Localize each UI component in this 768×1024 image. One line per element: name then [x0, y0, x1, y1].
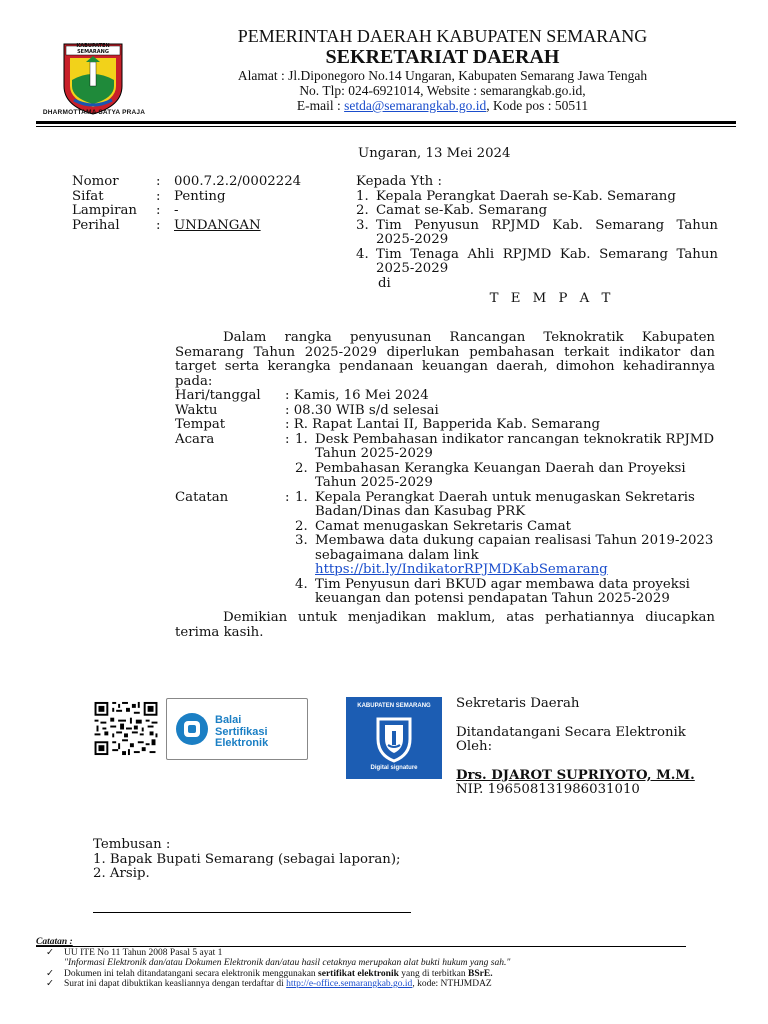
- meta-row: Lampiran : -: [72, 203, 179, 218]
- certificate-icon: [175, 712, 209, 746]
- email-link[interactable]: setda@semarangkab.go.id: [344, 98, 487, 113]
- footer-item: ✓ Dokumen ini telah ditandatangani secara elektronik menggunakan sertifikat elektronik yang di terbitkan BSrE.: [36, 969, 716, 980]
- logo-motto: DHARMOTTAMA SATYA PRAJA: [42, 109, 146, 116]
- contact-line: No. Tlp: 024-6921014, Website : semarangkab.go.id,: [299, 83, 586, 98]
- postal-code: , Kode pos : 50511: [486, 98, 589, 113]
- catatan-item: 2. Camat menugaskan Sekretaris Camat: [295, 518, 572, 534]
- shield-icon: [374, 713, 414, 763]
- signature-block: [456, 697, 726, 798]
- detail-catatan: Catatan : 1. Kepala Perangkat Daerah untuk menugaskan Sekretaris Badan/Dinas dan Kasubag PRK 2. Camat menugaskan Sekretaris Camat 3. Membawa data dukung capaian realisasi Tahun 2019-2023 sebagaimana dalam link https://bit.ly/IndikatorRPJMDKabSemarang 4. Tim Penyusun dari BKUD agar membawa data proyeksi keuangan dan potensi pendapatan Tahun 2025-2029: [175, 489, 714, 606]
- detail-hari: Hari/tanggal : Kamis, 16 Mei 2024: [175, 388, 429, 403]
- signer-nip: NIP. 196508131986031010: [456, 782, 640, 797]
- letterhead: [150, 26, 735, 113]
- seal-caption: Digital signature: [370, 765, 418, 771]
- check-icon: ✓: [46, 968, 54, 979]
- footer-title: Catatan :: [36, 937, 73, 947]
- recipients: [356, 175, 718, 307]
- tembusan-heading: Tembusan :: [93, 837, 171, 852]
- signed-by: Oleh:: [456, 739, 493, 754]
- government-name: PEMERINTAH DAERAH KABUPATEN SEMARANG: [237, 26, 648, 46]
- recipient-item: 4. Tim Tenaga Ahli RPJMD Kab. Semarang Tahun 2025-2029: [356, 246, 718, 276]
- recipient-item: 2. Camat se-Kab. Semarang: [356, 203, 548, 218]
- acara-item: 2. Pembahasan Kerangka Keuangan Daerah dan Proyeksi Tahun 2025-2029: [295, 460, 686, 490]
- recipient-item: 1. Kepala Perangkat Daerah se-Kab. Semarang: [356, 188, 676, 204]
- footer-rule: [36, 946, 686, 947]
- di-label: di: [378, 275, 391, 291]
- meta-row: Nomor : 000.7.2.2/0002224: [72, 174, 302, 189]
- detail-waktu: Waktu : 08.30 WIB s/d selesai: [175, 402, 439, 418]
- meta-row: Perihal : UNDANGAN: [72, 217, 261, 233]
- digital-signature-seal: [346, 697, 442, 779]
- catatan-item: 3. Membawa data dukung capaian realisasi Tahun 2019-2023 sebagaimana dalam link https://bit.ly/IndikatorRPJMDKabSemarang: [295, 533, 714, 577]
- catatan-item: 4. Tim Penyusun dari BKUD agar membawa data proyeksi keuangan dan potensi pendapatan Tahun 2025-2029: [295, 576, 690, 606]
- office-name: SEKRETARIAT DAERAH: [325, 46, 560, 68]
- email-line: [150, 98, 735, 113]
- bsre-text: Balai Sertifikasi Elektronik: [215, 714, 269, 749]
- email-prefix: E-mail :: [296, 98, 345, 113]
- letter-body: [175, 331, 715, 607]
- seal-title: KABUPATEN SEMARANG: [357, 703, 431, 709]
- recipient-item: 3. Tim Penyusun RPJMD Kab. Semarang Tahun 2025-2029: [356, 217, 718, 247]
- acara-item: 1. Desk Pembahasan indikator rancangan teknokratik RPJMD Tahun 2025-2029: [295, 431, 715, 461]
- meta-row: Sifat : Penting: [72, 188, 226, 204]
- check-icon: ✓: [46, 947, 54, 958]
- check-icon: ✓: [46, 979, 54, 989]
- qr-code: [92, 700, 160, 757]
- closing-paragraph: Demikian untuk menjadikan maklum, atas perhatiannya diucapkan terima kasih.: [175, 610, 715, 640]
- letter-date: Ungaran, 13 Mei 2024: [358, 146, 511, 161]
- header-rule-thin: [36, 126, 736, 127]
- footer-item: ✓ Surat ini dapat dibuktikan keasliannya dengan terdaftar di http://e-office.semarangkab.go.id, kode: NTHJMDAZ: [36, 979, 716, 990]
- address-line: Alamat : Jl.Diponegoro No.14 Ungaran, Kabupaten Semarang Jawa Tengah: [237, 68, 648, 83]
- tembusan-item: 2. Arsip.: [93, 866, 150, 881]
- letter-meta: [72, 175, 334, 233]
- eoffice-link[interactable]: http://e-office.semarangkab.go.id: [286, 979, 413, 989]
- signer-role: Sekretaris Daerah: [456, 696, 580, 711]
- header-rule-thick: [36, 121, 736, 124]
- footer-notes: [36, 937, 716, 990]
- catatan-item: 1. Kepala Perangkat Daerah untuk menugaskan Sekretaris Badan/Dinas dan Kasubag PRK: [295, 489, 695, 519]
- intro-paragraph: Dalam rangka penyusunan Rancangan Teknokratik Kabupaten Semarang Tahun 2025-2029 diperlukan pembahasan terkait indikator dan target serta kerangka pendanaan keuangan daerah, dimohon kehadirannya pada:: [175, 330, 715, 389]
- signer-name: Drs. DJAROT SUPRIYOTO, M.M.: [456, 767, 695, 783]
- bsre-badge: [166, 698, 308, 760]
- tempat-label: T E M P A T: [489, 291, 615, 306]
- detail-tempat: Tempat : R. Rapat Lantai II, Bapperida Kab. Semarang: [175, 417, 601, 432]
- signed-electronically: Ditandatangani Secara Elektronik: [456, 724, 686, 740]
- tembusan-item: 1. Bapak Bupati Semarang (sebagai laporan);: [93, 851, 401, 867]
- detail-acara: Acara : 1. Desk Pembahasan indikator rancangan teknokratik RPJMD Tahun 2025-2029 2. Pembahasan Kerangka Keuangan Daerah dan Proyeksi Tahun 2025-2029: [175, 431, 715, 490]
- data-link[interactable]: https://bit.ly/IndikatorRPJMDKabSemarang: [315, 562, 608, 577]
- footer-item: ✓ UU ITE No 11 Tahun 2008 Pasal 5 ayat 1: [36, 948, 716, 959]
- recipients-heading: Kepada Yth :: [356, 174, 442, 189]
- tembusan-rule: [93, 912, 411, 913]
- footer-quote: "Informasi Elektronik dan/atau Dokumen Elektronik dan/atau hasil cetaknya merupakan alat bukti hukum yang sah.": [64, 958, 511, 968]
- tembusan: [93, 838, 400, 882]
- logo-label: KABUPATEN SEMARANG: [76, 43, 110, 55]
